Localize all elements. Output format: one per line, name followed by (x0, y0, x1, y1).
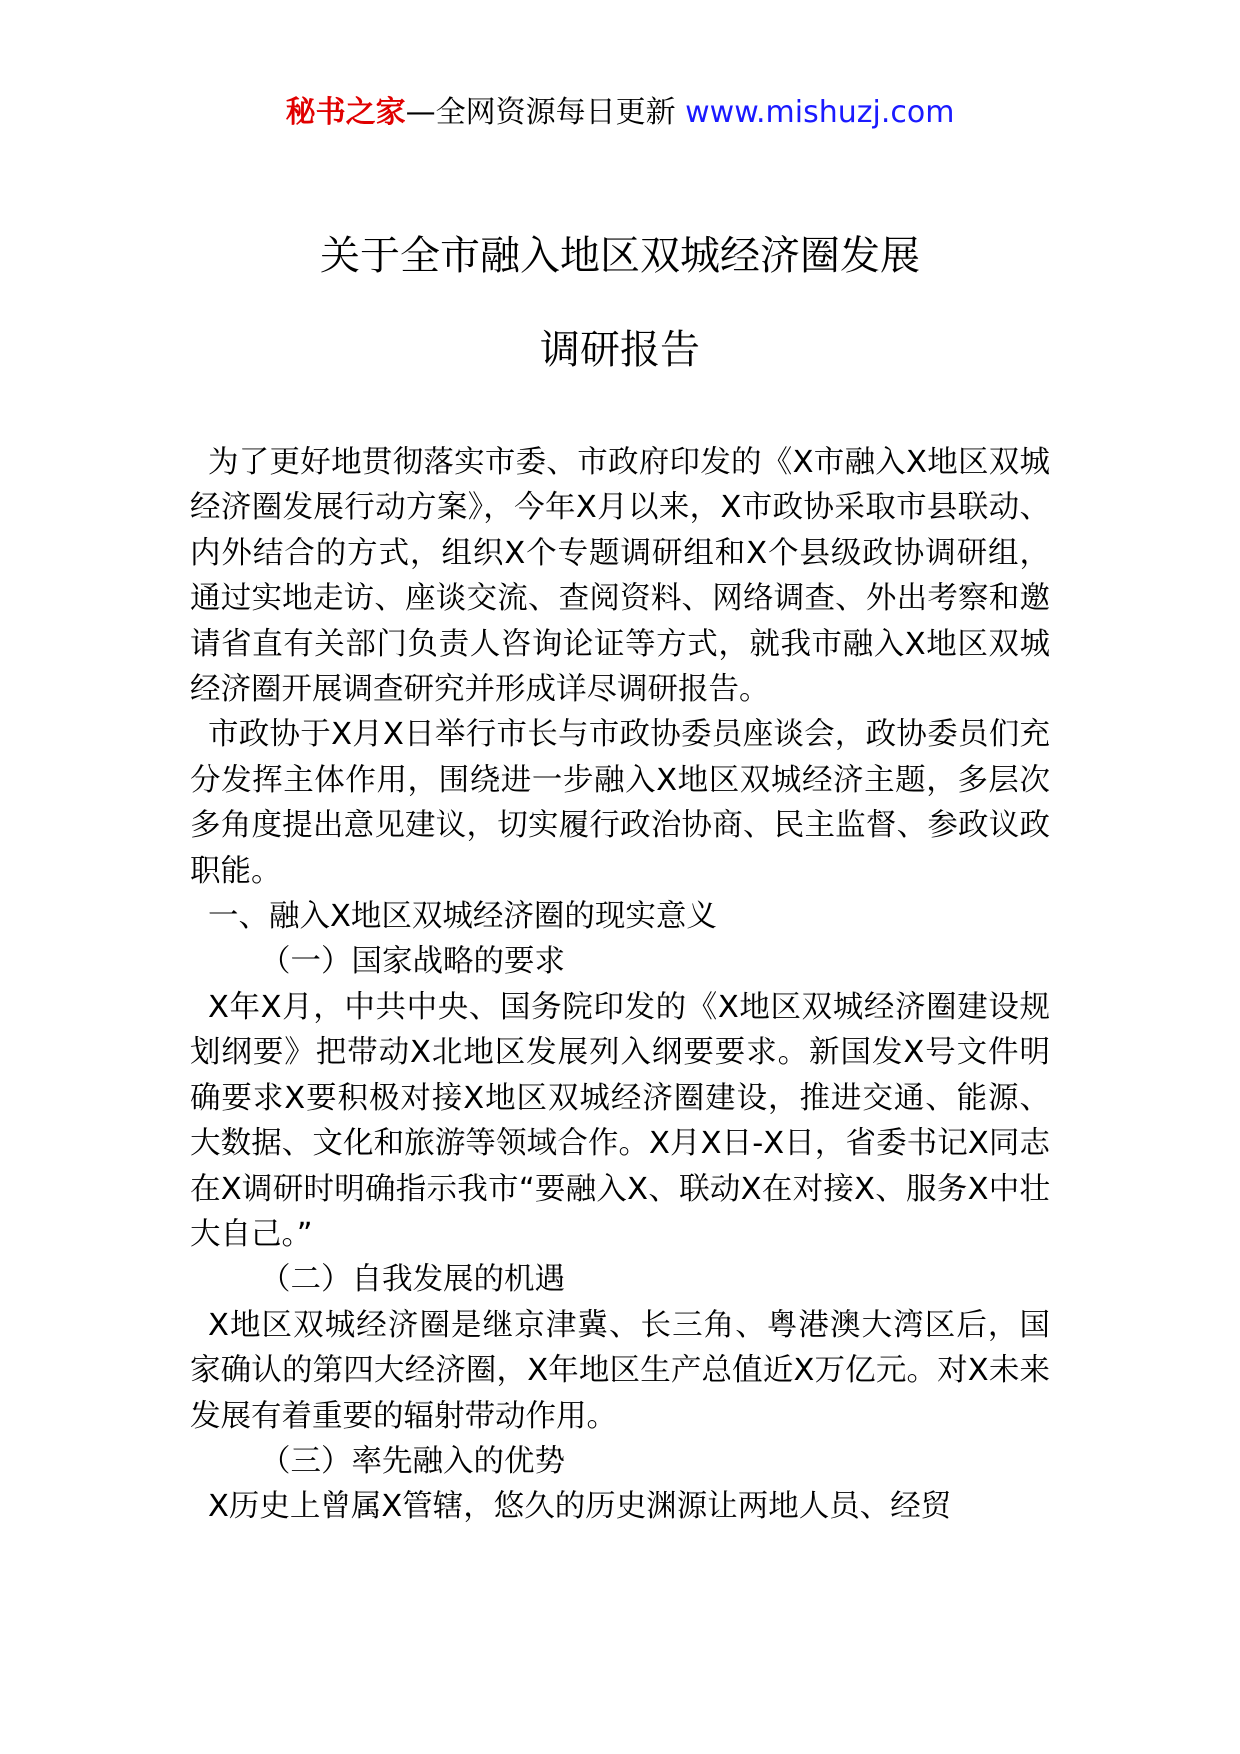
document-body (190, 440, 1050, 1530)
paragraph-meeting: 市政协于X月X日举行市长与市政协委员座谈会，政协委员们充分发挥主体作用，围绕进一步融入X地区双城经济主题，多层次多角度提出意见建议，切实履行政治协商、民主监督、参政议政职能。 (190, 717, 1050, 889)
brand-name: 秘书之家 (285, 95, 406, 130)
site-header (0, 93, 1240, 133)
header-tagline: —全网资源每日更新 (405, 95, 676, 130)
section-heading-1: 一、融入X地区双城经济圈的现实意义 (208, 899, 717, 935)
subsection-heading-3: （三）率先融入的优势 (260, 1443, 565, 1479)
document-title-line-1: 关于全市融入地区双城经济圈发展 (320, 233, 920, 279)
subsection-heading-1: （一）国家战略的要求 (260, 944, 565, 980)
site-url-link[interactable]: www.mishuzj.com (685, 95, 955, 130)
paragraph-national-strategy: X年X月，中共中央、国务院印发的《X地区双城经济圈建设规划纲要》把带动X北地区发展列入纲要要求。新国发X号文件明确要求X要积极对接X地区双城经济圈建设，推进交通、能源、大数据、文化和旅游等领域合作。X月X日-X日，省委书记X同志在X调研时明确指示我市“要融入X、联动X在对接X、服务X中壮大自己。” (190, 989, 1050, 1252)
subsection-heading-2: （二）自我发展的机遇 (260, 1262, 565, 1298)
paragraph-opportunity: X地区双城经济圈是继京津冀、长三角、粤港澳大湾区后，国家确认的第四大经济圈，X年地区生产总值近X万亿元。对X未来发展有着重要的辐射带动作用。 (190, 1307, 1050, 1434)
document-title-line-2: 调研报告 (540, 327, 700, 373)
paragraph-intro: 为了更好地贯彻落实市委、市政府印发的《X市融入X地区双城经济圈发展行动方案》，今年X月以来，X市政协采取市县联动、内外结合的方式，组织X个专题调研组和X个县级政协调研组，通过实地走访、座谈交流、查阅资料、网络调查、外出考察和邀请省直有关部门负责人咨询论证等方式，就我市融入X地区双城经济圈开展调查研究并形成详尽调研报告。 (190, 445, 1050, 708)
paragraph-advantage: X历史上曾属X管辖，悠久的历史渊源让两地人员、经贸 (208, 1489, 952, 1525)
